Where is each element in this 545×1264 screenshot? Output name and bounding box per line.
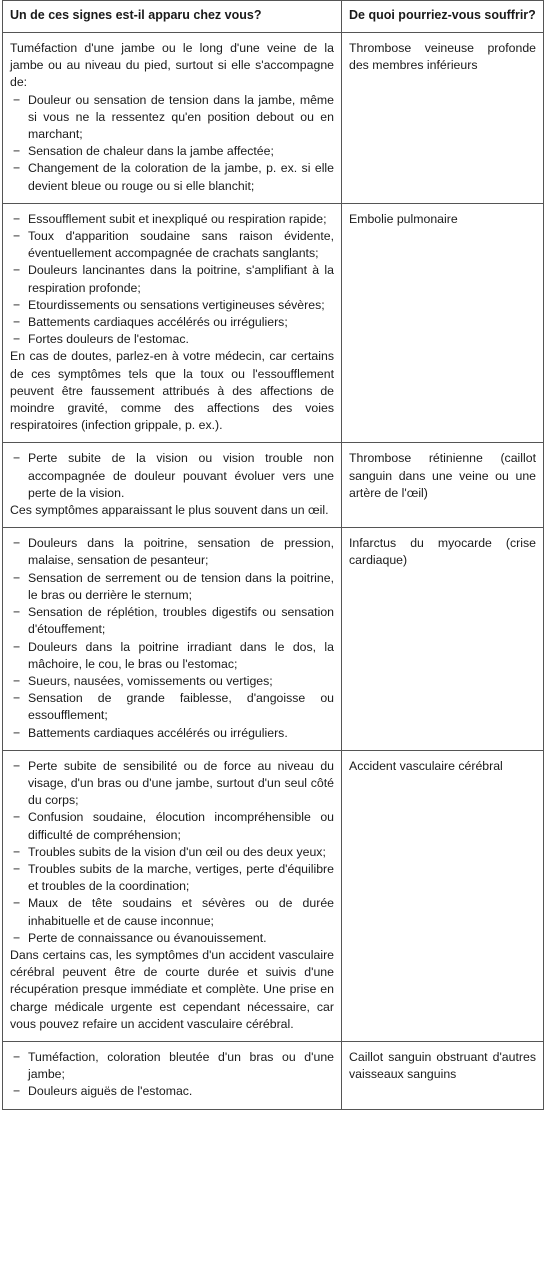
symptoms-table <box>2 0 544 1110</box>
list-item: − Troubles subits de la marche, vertiges, perte d'équilibre et troubles de la coordination; <box>10 861 334 895</box>
table-body <box>3 33 544 1110</box>
table-row <box>3 750 544 1041</box>
symptom-list <box>10 211 334 349</box>
condition-cell: Caillot sanguin obstruant d'autres vaisseaux sanguins <box>342 1041 544 1109</box>
condition-cell: Infarctus du myocarde (crise cardiaque) <box>342 528 544 750</box>
list-item: − Sensation de serrement ou de tension dans la poitrine, le bras ou derrière le sternum; <box>10 570 334 604</box>
list-item: − Perte subite de sensibilité ou de force au niveau du visage, d'un bras ou d'une jambe, surtout d'un seul côté du corps; <box>10 758 334 810</box>
list-item: − Toux d'apparition soudaine sans raison évidente, éventuellement accompagnée de crachats sanglants; <box>10 228 334 262</box>
table-row <box>3 203 544 443</box>
list-item: − Confusion soudaine, élocution incompréhensible ou difficulté de compréhension; <box>10 809 334 843</box>
signs-note: Dans certains cas, les symptômes d'un accident vasculaire cérébral peuvent être de courte durée et suivis d'une récupération presque immédiate et complète. Une prise en charge médicale urgente est cependant nécessaire, car vous pouvez refaire un accident vasculaire cérébral. <box>10 947 334 1031</box>
list-item: − Perte subite de la vision ou vision trouble non accompagnée de douleur pouvant évoluer vers une perte de la vision. <box>10 450 334 502</box>
list-item: − Douleurs dans la poitrine, sensation de pression, malaise, sensation de pesanteur; <box>10 535 334 569</box>
signs-note: En cas de doutes, parlez-en à votre médecin, car certains de ces symptômes tels que la toux ou l'essoufflement peuvent être faussement attribués à des affections de moindre gravité, comme des affections des voies respiratoires (infection grippale, p. ex.). <box>10 349 334 433</box>
header-signs: Un de ces signes est-il apparu chez vous? <box>3 1 342 33</box>
table-row <box>3 528 544 750</box>
condition-cell: Thrombose rétinienne (caillot sanguin dans une veine ou une artère de l'œil) <box>342 443 544 528</box>
condition-cell: Accident vasculaire cérébral <box>342 750 544 1041</box>
list-item: − Sensation de chaleur dans la jambe affectée; <box>10 143 334 160</box>
symptom-list <box>10 450 334 502</box>
list-item: − Douleurs aiguës de l'estomac. <box>10 1083 334 1100</box>
header-condition: De quoi pourriez-vous souffrir? <box>342 1 544 33</box>
list-item: − Douleurs lancinantes dans la poitrine, s'amplifiant à la respiration profonde; <box>10 262 334 296</box>
list-item: − Essoufflement subit et inexpliqué ou respiration rapide; <box>10 211 334 228</box>
list-item: − Perte de connaissance ou évanouissement. <box>10 930 334 947</box>
signs-cell <box>3 443 342 528</box>
list-item: − Sensation de réplétion, troubles digestifs ou sensation d'étouffement; <box>10 604 334 638</box>
table-row <box>3 443 544 528</box>
symptom-list <box>10 535 334 741</box>
list-item: − Sensation de grande faiblesse, d'angoisse ou essoufflement; <box>10 690 334 724</box>
signs-cell <box>3 33 342 204</box>
signs-cell <box>3 750 342 1041</box>
list-item: − Maux de tête soudains et sévères ou de durée inhabituelle et de cause inconnue; <box>10 895 334 929</box>
condition-cell: Embolie pulmonaire <box>342 203 544 443</box>
header-row <box>3 1 544 33</box>
table-row <box>3 1041 544 1109</box>
symptom-list <box>10 92 334 195</box>
symptom-list <box>10 1049 334 1101</box>
list-item: − Sueurs, nausées, vomissements ou vertiges; <box>10 673 334 690</box>
list-item: − Changement de la coloration de la jambe, p. ex. si elle devient bleue ou rouge ou si elle blanchit; <box>10 160 334 194</box>
list-item: − Douleurs dans la poitrine irradiant dans le dos, la mâchoire, le cou, le bras ou l'estomac; <box>10 639 334 673</box>
signs-cell <box>3 1041 342 1109</box>
signs-note: Ces symptômes apparaissant le plus souvent dans un œil. <box>10 503 329 518</box>
list-item: − Battements cardiaques accélérés ou irréguliers; <box>10 314 334 331</box>
signs-cell <box>3 528 342 750</box>
list-item: − Tuméfaction, coloration bleutée d'un bras ou d'une jambe; <box>10 1049 334 1083</box>
signs-cell <box>3 203 342 443</box>
symptom-list <box>10 758 334 947</box>
list-item: − Etourdissements ou sensations vertigineuses sévères; <box>10 297 334 314</box>
list-item: − Troubles subits de la vision d'un œil ou des deux yeux; <box>10 844 334 861</box>
signs-intro: Tuméfaction d'une jambe ou le long d'une veine de la jambe ou au niveau du pied, surtout si elle s'accompagne de: <box>10 41 334 90</box>
list-item: − Battements cardiaques accélérés ou irréguliers. <box>10 725 334 742</box>
list-item: − Fortes douleurs de l'estomac. <box>10 331 334 348</box>
table-row <box>3 33 544 204</box>
list-item: − Douleur ou sensation de tension dans la jambe, même si vous ne la ressentez qu'en position debout ou en marchant; <box>10 92 334 144</box>
condition-cell: Thrombose veineuse profonde des membres inférieurs <box>342 33 544 204</box>
